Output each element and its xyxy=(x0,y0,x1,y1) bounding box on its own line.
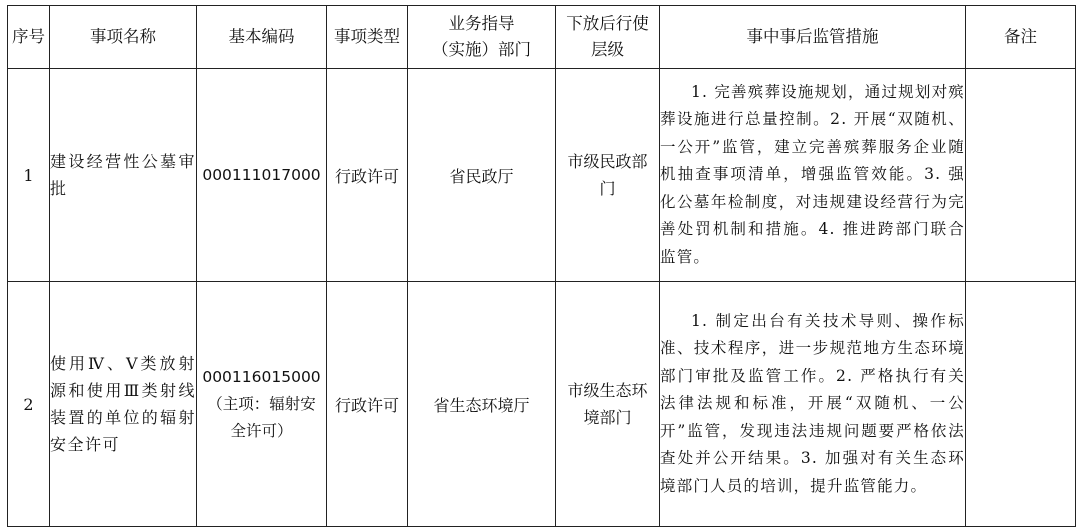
cell-level: 市级生态环境部门 xyxy=(556,282,660,527)
cell-item-type: 行政许可 xyxy=(327,282,408,527)
header-level xyxy=(556,6,660,69)
header-level-line2: 层级 xyxy=(591,40,624,59)
cell-basic-code xyxy=(197,282,327,527)
cell-department: 省民政厅 xyxy=(408,69,556,282)
measures-text: 1. 完善殡葬设施规划，通过规划对殡葬设施进行总量控制。2. 开展“双随机、一公开”监管，建立完善殡葬服务企业随机抽查事项清单，增强监管效能。3. 强化公墓年检制度，对违规建设经营行为完善处罚机制和措施。4. 推进跨部门联合监管。 xyxy=(660,82,965,266)
header-basic-code: 基本编码 xyxy=(197,6,327,69)
header-item-name: 事项名称 xyxy=(50,6,197,69)
regulatory-items-table xyxy=(7,5,1076,527)
header-seq: 序号 xyxy=(8,6,50,69)
header-item-type: 事项类型 xyxy=(327,6,408,69)
cell-measures xyxy=(660,69,966,282)
basic-code-note: （主项：辐射安全许可） xyxy=(207,394,316,440)
cell-seq: 1 xyxy=(8,69,50,282)
table-header-row xyxy=(8,6,1076,69)
cell-seq: 2 xyxy=(8,282,50,527)
table-row xyxy=(8,282,1076,527)
cell-item-type: 行政许可 xyxy=(327,69,408,282)
header-department xyxy=(408,6,556,69)
header-measures: 事中事后监管措施 xyxy=(660,6,966,69)
cell-remarks xyxy=(966,282,1076,527)
cell-level: 市级民政部门 xyxy=(556,69,660,282)
basic-code-value: 000116015000 xyxy=(202,367,321,386)
measures-text: 1. 制定出台有关技术导则、操作标准、技术程序，进一步规范地方生态环境部门审批及监管工作。2. 严格执行有关法律法规和标准，开展“双随机、一公开”监管，发现违法违规问题要严格依法查处并公开结果。3. 加强对有关生态环境部门人员的培训，提升监管能力。 xyxy=(660,311,965,495)
cell-measures xyxy=(660,282,966,527)
cell-remarks xyxy=(966,69,1076,282)
header-level-line1: 下放后行使 xyxy=(566,14,649,33)
cell-item-name: 使用Ⅳ、Ⅴ类放射源和使用Ⅲ类射线装置的单位的辐射安全许可 xyxy=(50,282,197,527)
cell-item-name: 建设经营性公墓审批 xyxy=(50,69,197,282)
cell-basic-code: 000111017000 xyxy=(197,69,327,282)
cell-department: 省生态环境厅 xyxy=(408,282,556,527)
header-department-line2: （实施）部门 xyxy=(432,40,531,59)
table-row xyxy=(8,69,1076,282)
header-remarks: 备注 xyxy=(966,6,1076,69)
header-department-line1: 业务指导 xyxy=(448,14,515,33)
